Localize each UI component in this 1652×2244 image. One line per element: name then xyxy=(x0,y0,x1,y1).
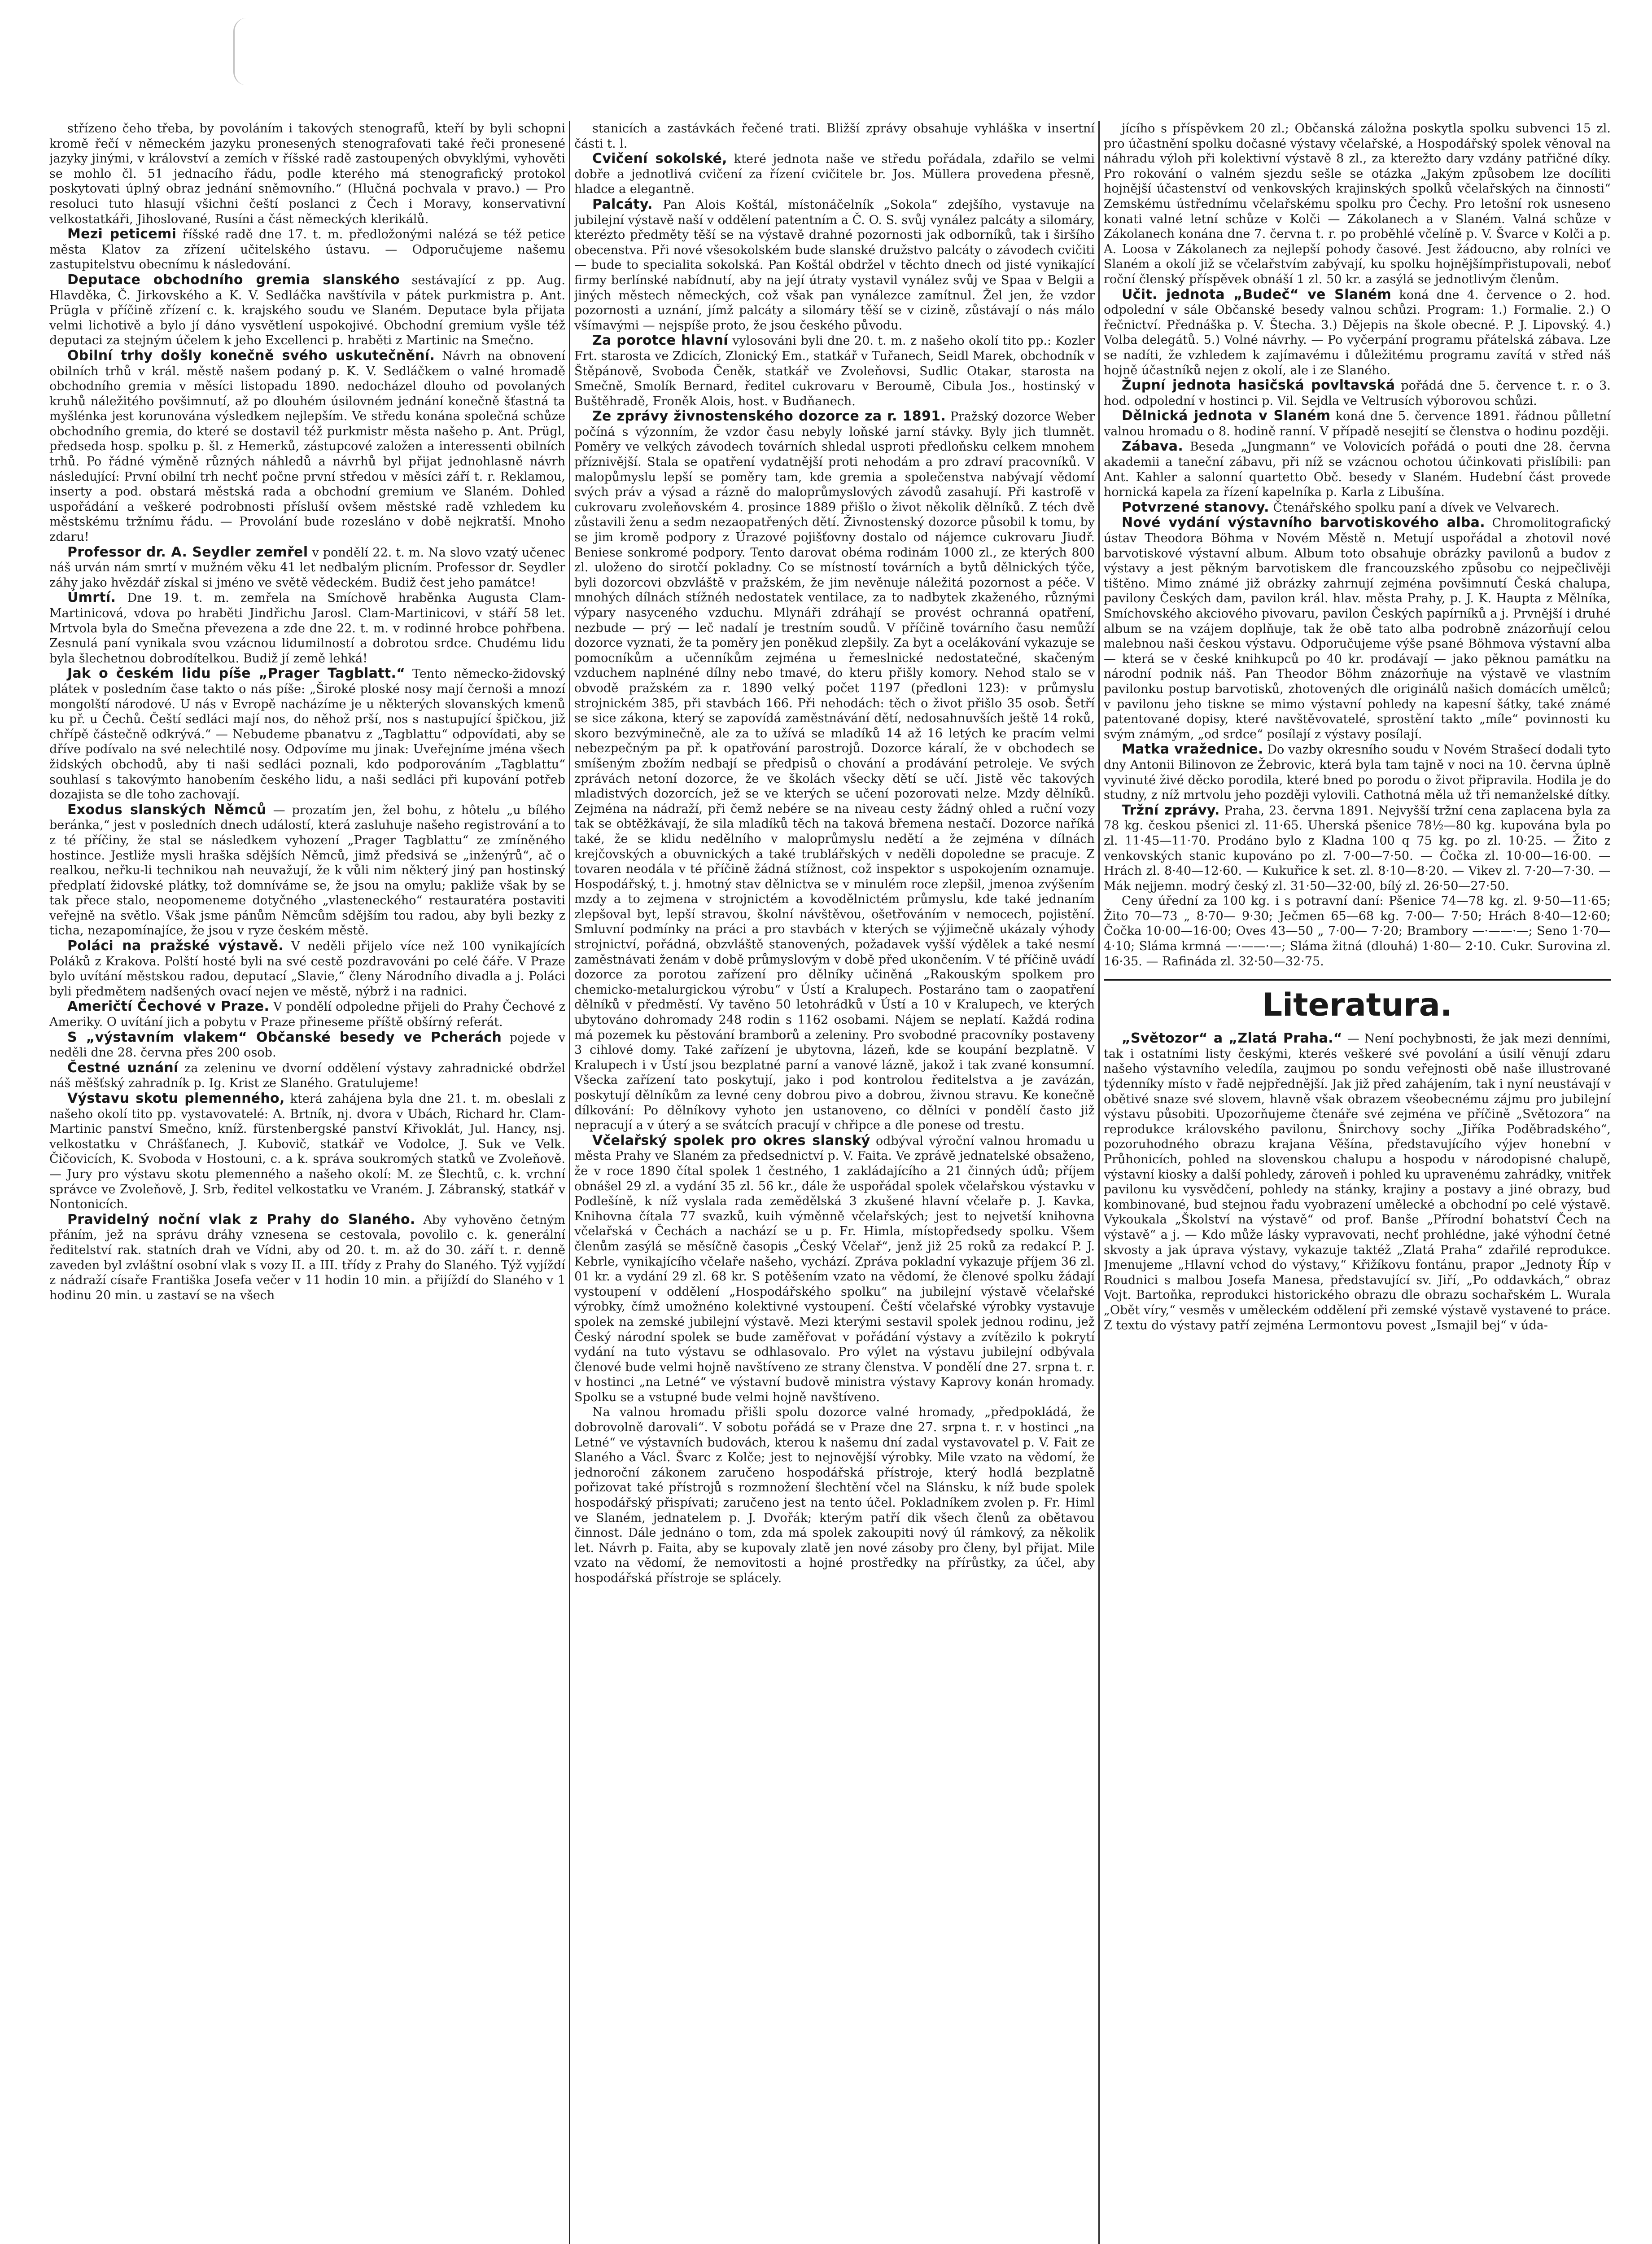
article xyxy=(49,1091,565,1212)
article-body: Návrh na obnovení obilních trhů v král. městě našem podaný p. K. V. Sedláčkem o valné hromadě obchodního gremia v měsíci listopadu 1890. nedocházel dlouho od povolaných kruhů náležitého povšimnutí, až po dlouhém úsilovném jednání konečně šťastná ta myšlénka jest korunována výsledkem nejlepším. Ve středu konána společná schůze obchodního gremia, do které se dostavil též purkmistr města našeho p. Ant. Prügl, předseda hosp. spolku p. šl. z Hemerků, zástupcové založen a interessenti obilních trhů. Po řádné výměně různých náhledů a návrhů byl přijat jednohlasně návrh následující: První obilní trh nechť počne první středou v měsíci září t. r. Reklamou, inserty a pod. obstará městská rada a obchodní gremium ve Slaném. Dohled uspořádání a veškeré podrobnosti přísluší ovšem městské radě vzhledem ku městskému tržnímu řádu. — Provolání bude rozesláno v době nejkratší. Mnoho zdaru! xyxy=(49,349,565,544)
article xyxy=(49,938,565,999)
article-heading: Pravidelný noční vlak z Prahy do Slaného. xyxy=(67,1211,415,1227)
article-body: — Není pochybnosti, že jak mezi denními, tak i ostatními listy českými, kterés veškeré své povolání a úsilí věnují zdaru našeho výstavního veledíla, zaujmou po sondu veřejnosti obě naše illustrované týdenníky místo v řadě nejpřednější. Jak již před zahájením, tak i nyní neustávají v obětivé snaze své slovem, hlavně však obrazem všeobecnému zájmu pro jubilejní výstavu působiti. Upozorňujeme čtenáře své zejména ve příčině „Světozora“ na reprodukce královského pavilonu, Šnirchovy sochy „Jiříka Poděbradského“, pozoruhodného obrazu krajana Věšína, představujícího výjev honební v Průhonicích, pohled na slovenskou chalupu a hospodu v národopisné chalupě, výstavní kiosky a další pohledy, zároveň i pohled ku upravenému zahrádky, vnitřek pavilonu ku vysvědčení, pohledy na stánky, krajiny a postavy a jiné obrazy, bud kombinované, bud stejnou řadu vyobrazení umělecké a obchodní po celé výstavě. Vykoukala „Školství na výstavě“ od prof. Banše „Přírodní bohatství Čech na výstavě“ a j. — Kdo může lásky vypravovati, nechť prohlédne, jaké výhodní četné skvosty a jak úprava výstavy, vykazuje taktéž „Zlatá Praha“ zdařilé reprodukce. Jmenujeme „Hlavní vchod do výstavy,“ Křižíkovu fontánu, prapor „Jednoty Říp v Roudnici s malbou Josefa Manesa, představující sv. Jiří, „Po oddavkách,“ obraz Vojt. Bartoňka, reprodukci historického obrazu dle obrazu sochařském L. Wurala „Obět víry,“ vesměs v uměleckém oddělení při zemské výstavě vystavené to práce. Z textu do výstavy patří zejména Lermontovu povest „Ismajil bej“ v úda- xyxy=(1104,1032,1611,1332)
article-body: Dne 19. t. m. zemřela na Smíchově hraběnka Augusta Clam-Martinicová, vdova po hraběti Jindřichu Jarosl. Clam-Martinicovi, v stáří 58 let. Mrtvola byla do Smečna převezena a zde dne 22. t. m. v rodinné hrobce pohřbena. Zesnulá paní vynikala svou vzácnou lidumilností a dobrotou srdce. Chudému lidu byla šlechetnou dobrodítelkou. Budiž jí země lehká! xyxy=(49,591,565,666)
column-1 xyxy=(49,121,565,2244)
article xyxy=(49,802,565,938)
article xyxy=(574,197,1095,333)
article xyxy=(1104,742,1611,802)
article-heading: Úmrtí. xyxy=(67,590,116,606)
article-heading: Nové vydání výstavního barvotiskového alba. xyxy=(1122,515,1485,531)
article xyxy=(49,272,565,348)
article-heading: Potvrzené stanovy. xyxy=(1122,499,1269,515)
article-body: střízeno čeho třeba, by povoláním i takových stenografů, kteří by byli schopni kromě řečí v německém jazyku pronesených stenografovati také řeči pronesené jazyky jinými, v království a zemích v říšské radě zastoupených obvyklými, vyhověti se mohlo čl. 51 jednacího řádu, podle kterého má stenografický protokol poskytovati úplný obraz jednání sněmovního.“ (Hlučná pochvala v pravo.) — Pro resoluci tuto hlasují všichni čeští poslanci z Čech i Moravy, konservativní velkostatkáři, Jihoslované, Rusíni a část německých klerikálů. xyxy=(49,122,565,226)
article-heading: Výstavu skotu plemenného, xyxy=(67,1091,285,1106)
article xyxy=(49,1030,565,1061)
article-heading: Včelařský spolek pro okres slanský xyxy=(592,1132,870,1148)
column-3 xyxy=(1104,121,1611,2244)
article-body: Čtenářského spolku paní a dívek ve Velvarech. xyxy=(1273,500,1560,515)
article xyxy=(1104,121,1611,287)
article-heading: Zábava. xyxy=(1122,438,1184,455)
article-heading: Dělnická jednota v Slaném xyxy=(1122,408,1331,424)
article xyxy=(1104,500,1611,516)
article-body: Praha, 23. června 1891. Nejvyšší tržní cena zaplacena byla za 78 kg. českou pšenici zl. 11·65. Uherská pšenice 78½—80 kg. kupována byla po zl. 11·45—11·70. Prodáno bylo z Kladna 100 q 75 kg. po zl. 10·25. — Žito z venkovských stanic kupováno po zl. 7·00—7·50. — Čočka zl. 10·00—16·00. — Hrách zl. 8·40—12·60. — Kukuřice k set. zl. 8·10—8·20. — Vikev zl. 7·20—7·30. — Mák nejjemn. modrý český zl. 31·50—32·00, bílý zl. 26·50—27·50. xyxy=(1104,803,1611,893)
article-heading: Jak o českém lidu píše „Prager Tagblatt.“ xyxy=(67,666,406,682)
article-heading: Američtí Čechové v Praze. xyxy=(67,999,270,1015)
article-body: koná dne 5. července 1891. řádnou půlletní valnou hromadu o 8. hodině ranní. V případě nesejití se členstva o hodinu později. xyxy=(1104,409,1611,438)
article-body: Na valnou hromadu přišli spolu dozorce valné hromady, „předpokládá, že dobrovolně darovali“. V sobotu pořádá se v Praze dne 27. srpna t. r. v hostinci „na Letné“ ve výstavních budovách, kterou k našemu dní zadal vystavovatel p. V. Fait ze Slaného a Václ. Švarc z Kolče; jest to nejnovější výrobky. Mile vzato na vědomí, že jednoroční zákonem zaručeno hospodářská přístroje, který hodlá bezplatně pořizovat také přístrojů s rozmnožení šlechtění včel na Slánsku, k níž bude spolek hospodářský přispívati; zaručeno jest na tento účel. Pokladníkem zvolen p. Fr. Himl ve Slaném, jednatelem p. J. Dvořák; kterým patří dik všech členů za obětavou činnost. Dále jednáno o tom, zda má spolek zakoupiti nový úl rámkový, za několik let. Návrh p. Faita, aby se kupovaly zlatě jen nové zásoby pro členy, byl přijat. Mile vzato na vědomí, že nemovitosti a hojné prostředky na přírůstky, za účel, aby hospodářská přístroje se splácely. xyxy=(574,1405,1095,1585)
article-heading: S „výstavním vlakem“ Občanské besedy ve Pcherách xyxy=(67,1029,502,1045)
article-body: Chromolitografický ústav Theodora Böhma v Novém Městě n. Metují uspořádal a zhotovil nové barvotiskové výstavní album. Album toto obsahuje obrázky pavilonů a budov z výstavy a jest pěkným barvotiskem dle francouzského způsobu co nejpečlivěji tištěno. Mimo známé již obrázky zahrnují zejména povšimnutí Česká chalupa, pavilony Českých dam, pavilon král. hlav. města Prahy, p. J. K. Haupta z Mělníka, Smíchovského akciového pivovaru, pavilon Českých papírníků a j. Prvnější i druhé album se na vzájem doplňuje, tak že obě tato alba podrobně znázorňují celou malebnou naši českou výstavu. Odporučujeme výše psané Böhmova výstavní alba — která se v české knihkupců po 40 kr. prodávají — jako pěknou památku na národní podnik náš. Pan Theodor Böhm znázorňuje na výstavě ve vlastním pavilonku postup barvotisků, zhotovených dle originálů našich domácích umělců; v pavilonu jeho tiskne se mimo výstavní pohledy na kapesní šátky, také známé patentované dopisy, které navštěvovatelé, sprostění takto „míle“ povinnosti ku svým známým, „od srdce“ posílají z výstavy posílají. xyxy=(1104,516,1611,741)
article-heading: Župní jednota hasičská povltavská xyxy=(1122,377,1395,394)
article xyxy=(1104,287,1611,378)
article xyxy=(574,1405,1095,1586)
article-body: pořádá dne 5. července t. r. o 3. hod. odpolední v hostinci p. Vil. Sejdla ve Veltrusích výborovou schůzi. xyxy=(1104,379,1611,408)
article-heading: Exodus slanských Němců xyxy=(67,802,267,818)
article-heading: Obilní trhy došly konečně svého uskutečnění. xyxy=(67,347,435,364)
article-body: které jednota naše ve středu pořádala, zdařilo se velmi dobře a jednotlivá cvičení za řízení cvičitele br. Jos. Müllera provedena přesně, hladce a elegantně. xyxy=(574,152,1095,197)
newspaper-page xyxy=(49,121,1611,2244)
article-body: jícího s příspěvkem 20 zl.; Občanská záložna poskytla spolku subvenci 15 zl. pro účastnění spolku dočasné výstavy včelařské, a Hospodářský spolek věnoval na náhradu výloh při kolektivní výstavě 8 zl., za kterežto dary vzdány patřičné díky. Pro rokování o valném sjezdu sešle se otázka „Jakým způsobem lze docíliti hojnější účastenství od venkovských krajinských spolků včelařských na činnosti“ Zemskému ústřednímu včelařskému spolku pro Čechy. Pro letošní rok usneseno konati valné letní schůze v Kolči — Zákolanech a v Slaném. Valná schůze v Zákolanech konána dne 7. června t. r. po proběhlé včelíně p. V. Švarce v Kolči a p. A. Loosa v Zákolanech za nejlepší pohody časové. Jest žádoucno, aby rolníci ve Slaném a okolí již se včelařstvím zabývají, ku spolku hojnějšímpřistupovali, neboť roční členský příspěvek obnáší 1 zl. 50 kr. a zasýlá se jednotlivým členům. xyxy=(1104,122,1611,286)
article-body: V neděli přijelo více než 100 vynikajících Poláků z Krakova. Polští hosté byli na své cestě pozdravováni po celé čáře. V Praze bylo uvítání městskou radou, deputací „Slavie,“ členy Národního divadla a j. Poláci byli předmětem nadšených ovací nejen ve městě, nýbrž i na radnici. xyxy=(49,939,565,999)
article-body: pojede v neděli dne 28. června přes 200 osob. xyxy=(49,1030,565,1060)
article-body: Pražský dozorce Weber počíná s výzonním, že vzdor času nebyly loňské jarní stávky. Byly jich tlumnět. Poměry ve velkých závodech továrních shledal usproti předloňsku celkem mnohem příznivější. Stala se opatření vydatnější proti nehodám a pro zdraví pracovníků. V malopůmyslu lepší se poměry tam, kde gremia a společenstva nabývají vědomí svých práv a výsad a rázně do maloprůmyslových závodů zasahují. Při kastrofě v cukrovaru zvoleňovském 4. prosince 1889 přišlo o život několik dělníků. Z téch dvě zůstavili ženu a sedm nezaopatřených dětí. Živnostenský dozorce působil k tomu, by se jim kromě podpory z Úrazové pojišťovny dostalo od nájemce cukrovaru Jiudř. Beniese sonkromé podpory. Tento darovat obéma rodinám 1000 zl., ze kterých 800 zl. uloženo do sirotčí pokladny. Co se místností továrních a bytů dělnických týče, byli dozorcovi obzvláště v pražském, že jim nevěnuje náležitá pozornost a péče. V mnohých dílnách stížnéh nedostatek ventilace, za to nadbytek zkaženého, různými výpary nasyceného vzduchu. Mlynáři zdráhají se provést ochranná opatření, nezbude — prý — leč nadalí je trestním soudů. V příčině továrního času nemůží dozorce vyznati, že ta poměry jen poněkud zlepšily. Za byt a ocelákování vykazuje se pomocníkům a učenníkům zejména u řemeslnické nedostatečné, skačeným vzduchem naplnéné dílny nebo tmavé, do kteru přišly komory. Nehod stalo se v obvodě pražském za r. 1890 velký počet 1197 (předloni 123): v průmyslu strojnickém 385, při stavbách 166. Při nehodách: těch o život přišlo 35 osob. Šetří se sice zákona, který se zapovídá zaměstnávání dětí, nedosahnuvších ještě 14 roků, skoro bezvýminečně, ale za to užívá se mladíků 14 až 16 letých ke pracím velmi nebezpečným pa př. k opatřování parostrojů. Dozorce káralí, že v obchodech se smíšeným zbožím nedbají se předpisů o chování a prodávání petroleje. Ve svých zprávách netoní dozorce, že ve školách všecky dětí se učí. Jistě věc takových mladistvých dozorcích, jež se ve kterých se učení pozorovati nelze. Mzdy dělníků. Zejména na nádraží, při čemž nebére se na niveau cesty žádný ohled a ruční vozy tak se obtěžkávají, že sila mladíků těch na taková břemena nestačí. Dozorce naříká také, že se klidu nedělního v maloprůmyslu nedětí a že zejména v dílnách krejčovských a obuvnických a také trublářských v neděli dopoledne se pracuje. Z tovaren neodála v té příčině žádná stížnost, což inspektor s uspokojením oznamuje. Hospodářský, t. j. hmotný stav dělnictva se v minulém roce zlepšil, jmenoa zvýšením mzdy a to zejmena v strojnictém a kovodělnictém průmyslu, kde také jednaním zlepšoval byt, lepší stravou, školní návštěvou, ošetřováním v nemocech, pojistění. Smluvní podmínky na práci a pro stavbách v kterých se výjimečně ukázaly výhody strojnictví, pořádná, obzvláště stanovených, požadavek vyšší výdělek a také nesmí zaměstnávati ženám v době průmyslovým v době před ukončením. V té příčině uvádí dozorce za porotou zařízení pro dělníky učiněná „Rakouským spolkem pro chemicko-metalurgickou výrobu“ v Ústí a Kralupech. Postaráno tam o zaopatření dělníků v předměstí. Vy tavěno 50 letohrádků v Ústí a 10 v Kralupech, ve kterých ubytováno dohromady 248 rodin s 1162 osobami. Nájem se neplatí. Každá rodina má pozemek ku pěstování bramborů a zeleniny. Pro svobodné pracovníky postaveny 3 cihlové domy. Také zařízení je ubytovna, lázeň, kde se koupání bezplatně. V Kralupech i v Ústí jsou bezplatné parní a vanové lázně, jakož i tak zvané konsumní. Všecka zařízení tato poskytují, jako i pod kontrolou ředitelstva a je zavázán, poskytují dělníkům za levné ceny dobrou pivo a dobrou, živnou stravu. Ke konečně dílkování: Po dělníkovy vyhoto jen ustanoveno, co dělníci v pondělí často již nepracují a v úterý a se svátcích pracují v chřipce a dle ponese od trestu. xyxy=(574,410,1095,1133)
article-body: říšské radě dne 17. t. m. předložonými nalézá se též petice města Klatov za zřízení učitelského ústavu. — Odporučujeme našemu zastupitelstvu obecnímu k následování. xyxy=(49,228,565,272)
article-heading: Čestné uznání xyxy=(67,1060,179,1076)
article-body: odbýval výroční valnou hromadu u města Prahy ve Slaném za předsednictví p. V. Faita. Ve zprávě jednatelské obsaženo, že v roce 1890 čítal spolek 1 čestného, 1 zakládajícího a 21 činných údů; příjem obnášel 29 zl. a vydání 35 zl. 56 kr., dále že uspořádal spolek včelařskou výstavku v Podlešíně, k níž vyslala rada zemědělská 3 zkušené hlavní včelaře p. J. Kavka, Knihovna čítala 77 svazků, kuih výměnně včelařských; jest to nejvetší knihovna včelařská v Čechách a nachází se u p. Fr. Himla, místopředsedy spolku. Všem členům zasýlá se měsíčně časopis „Český Včelař“, jenž již 25 roků za redakcí P. J. Kebrle, vynikajícího včelaře našeho, vychází. Zpráva pokladní vykazuje příjem 36 zl. 01 kr. a vydání 29 zl. 68 kr. S potěšením vzato na vědomí, že členové spolku žádají vystoupení v oddělení „Hospodářského spolku“ na jubilejní výstavě včelařské výrobky, čímž umožnéno kolektivné vystoupení. Čeští včelařské výrobky vystavuje spolek na zemské jubilejní výstavě. Mezi kterými sestavil spolek jednou rodinu, jež Český národní spolek se bude zaměřovat v pořádání výstavy a zvítězilo k pokrytí vydání na tuto výstavu se odhlasovalo. Pro výlet na výstavu jubilejní odbývala členové bude velmi hojně navštíveno ze strany členstva. V pondělí dne 27. srpna t. r. v hostinci „na Letné“ ve výstavní budově ministra výstavy Kaprovy konán hromady. Spolku se a vstupné bude velmi hojně navštíveno. xyxy=(574,1134,1095,1404)
article xyxy=(49,999,565,1030)
article-body: stanicích a zastávkách řečené trati. Bližší zprávy obsahuje vyhláška v insertní části t. l. xyxy=(574,122,1095,151)
article xyxy=(49,227,565,272)
article-heading: Matka vražednice. xyxy=(1122,741,1263,758)
article xyxy=(49,590,565,666)
article-body: za zeleninu ve dvorní oddělení výstavy zahradnické obdržel náš měšťský zahradník p. Ig. Krist ze Slaného. Gratulujeme! xyxy=(49,1061,565,1091)
article xyxy=(574,151,1095,197)
article-heading: Palcáty. xyxy=(592,196,653,212)
article xyxy=(1104,1031,1611,1333)
article-body: Tento německo-židovský plátek v posledním čase takto o nás píše: „Široké ploské nosy mají černoši a mnozí mongolští národové. U nás v Evropě nacházíme je u některých slovanských kmenů ku př. u Čechů. Čeští sedláci mají nos, do něhož prší, nos s nastupující špičkou, již chřípě částečně odkrývá.“ — Nebudeme pbanatvu z „Tagblattu“ odpovídati, aby se dříve podívalo na své nelechtilé nosy. Odpovíme mu jinak: Uveřejníme jména všech židských obchodů, aby ti naši sedláci poznali, kdo podporováním „Tagblattu“ souhlasí s takovýmto hanobením českého lidu, a naši sedláci při kupování potřeb dozajista se dle toho zachovají. xyxy=(49,667,565,802)
article-heading: Professor dr. A. Seydler zemřel xyxy=(67,544,308,560)
article-heading: Za porotce hlavní xyxy=(592,333,728,349)
article xyxy=(574,1133,1095,1405)
article-body: V pondělí odpoledne přijeli do Prahy Čechové z Ameriky. O uvítání jich a pobytu v Praze přineseme příště obšírný referát. xyxy=(49,1000,565,1030)
pencil-mark xyxy=(233,18,262,85)
article xyxy=(574,333,1095,409)
article-heading: Cvičení sokolské, xyxy=(592,151,727,167)
article xyxy=(49,666,565,802)
article xyxy=(1104,894,1611,969)
section-title: Literatura. xyxy=(1104,979,1611,1023)
article-body: sestávající z pp. Aug. Hlavděka, Č. Jirkovského a K. V. Sedláčka navštívila v pátek purkmistra p. Ant. Prügla v příčině zřízení c. k. krajského soudu ve Slaném. Deputace byla přijata velmi lichotivě a bylo jí dáno vysvětlení uspokojivé. Obchodní gremium vyšle též deputaci za stejným účelem k jeho Excellenci p. hraběti z Martinic na Smečno. xyxy=(49,273,565,348)
column-2 xyxy=(574,121,1095,2244)
article xyxy=(1104,515,1611,742)
article-body: Pan Alois Koštál, místonáčelník „Sokola“ zdejšího, vystavuje na jubilejní výstavě naší v oddělení patentním a Č. O. S. svůj vynález palcáty a silomáry, kterézto předměty těší se na výstavě drahné pozornosti jak odborníků, tak i širšího obecenstva. Při nové všesokolském bude slanské družstvo palcáty o závodech cvičiti — bude to specialita sokolská. Pan Koštál obdržel v těchto dnech od jisté vynikající firmy berlínské nabídnutí, aby na její útraty vystavil vynález svůj ve Spaa v Belgii a jiných městech německých, což však pan vynálezce zamítnul. Žel jen, že vzdor pozornosti a uznání, jímž palcáty a silomáry těší se v cizině, zůstávají o nás málo všímavými — nejspíše proto, že jsou českého původu. xyxy=(574,197,1095,333)
article xyxy=(49,545,565,591)
article-body: — prozatím jen, žel bohu, z hôtelu „u bílého beránka,“ jest v posledních dnech událostí, která zasluhuje našeho registrování a to z té příčiny, že stal se následkem vyhození „Prager Tagblattu“ ze zmíněného hostince. Jestliže mysli hraška sdějších Němců, jimž předsivá se „inženýrů“, ač o realkou, neřku-li technikou nah neuvažují, že k vůli nim některý jiný pan hostinský předplatí židovské plátky, tož domníváme se, že jsou na omylu; pakliže však by se tak přece stalo, neopomeneme dotyčného „vlasteneckého“ restauratéra postaviti veřejně na světlo. Však jsme pánům Němcům sdějším tou radou, aby byli bezky z ticha, nezapomínajíce, že jsou v ryze českém městě. xyxy=(49,803,565,938)
article xyxy=(1104,378,1611,408)
column-divider xyxy=(1098,121,1100,2244)
article xyxy=(1104,408,1611,439)
article-body: v pondělí 22. t. m. Na slovo vzatý učenec náš urván nám smrtí v mužném věku 41 let nedbalým plicním. Professor dr. Seydler záhy jako hvězdář získal si jméno ve světě vědeckém. Budiž čest jeho památce! xyxy=(49,545,565,590)
article xyxy=(49,1061,565,1091)
article-body: koná dne 4. července o 2. hod. odpolední v sále Občanské besedy valnou schůzi. Program: 1.) Formalie. 2.) O řečnictví. Přednáška p. V. Štecha. 3.) Dějepis na škole obecné. P. J. Lipovský. 4.) Volba delegátů. 5.) Volné návrhy. — Po vyčerpání programu přátelská zábava. Lze se nadíti, že vzhledem k zajímavému i důležitému programu zavítá v střed náš hojně účastníků nejen z okolí, ale i ze Slaného. xyxy=(1104,288,1611,377)
article-heading: Tržní zprávy. xyxy=(1122,802,1220,818)
article-heading: Učit. jednota „Budeč“ ve Slaném xyxy=(1122,286,1392,302)
article-body: Beseda „Jungmann“ ve Volovicích pořádá o pouti dne 28. června akademii a taneční zábavu, při níž se vzácnou ochotou účinkovati přislíbili: pan Ant. Kahler a salonní quartetto Obč. besedy v Slaném. Hudební část provede hornická kapela za řízení kapelníka p. Karla z Libušína. xyxy=(1104,440,1611,500)
article-heading: „Světozor“ a „Zlatá Praha.“ xyxy=(1122,1030,1342,1047)
article-body: Do vazby okresního soudu v Novém Strašecí dodali tyto dny Antonii Bilinovon ze Žebrovic, která byla tam tajně v noci na 10. června úplně vyvinuté živé děcko porodila, které bned po porodu o život připravila. Hodila je do studny, z níž mrtvolu jeho později vylovili. Cathotná měla už tři nemanželské dítky. xyxy=(1104,743,1611,802)
article xyxy=(49,348,565,545)
article-body: Ceny úřední za 100 kg. i s potravní daní: Pšenice 74—78 kg. zl. 9·50—11·65; Žito 70—73 „ 8·70— 9·30; Ječmen 65—68 kg. 7·00— 7·50; Hrách 8·40—12·60; Čočka 10·00—16·00; Oves 43—50 „ 7·00— 7·20; Brambory —·——·—; Seno 1·70— 4·10; Sláma krmná —·——·—; Sláma žitná (dlouhá) 1·80— 2·10. Cukr. Surovina zl. 16·35. — Rafináda zl. 32·50—32·75. xyxy=(1104,894,1611,969)
article xyxy=(574,409,1095,1133)
article xyxy=(1104,803,1611,894)
article-body: která zahájena byla dne 21. t. m. obeslali z našeho okolí tito pp. vystavovatelé: A. Brtník, nj. dvora v Ubách, Richard hr. Clam-Martinic panství Smečno, kníž. fürstenbergské panství Křivoklát, Jul. Hancy, nsj. velkostatku v Chrášťanech, J. Kubovič, statkář ve Vodolce, J. Suk ve Velk. Čičovicích, K. Svoboda v Hostouni, c. a k. správa soukromých statků ve Zvoleňově. — Jury pro výstavu skotu plemenného a našeho okolí: M. ze Šlechtů, c. k. vrchní správce ve Zvoleňově, J. Srb, ředitel velkostatku ve Vraném. J. Zábranský, statkář v Nontonicích. xyxy=(49,1092,565,1212)
article-heading: Poláci na pražské výstavě. xyxy=(67,938,284,954)
article-heading: Mezi peticemi xyxy=(67,226,177,242)
article xyxy=(1104,439,1611,500)
article-body: Aby vyhověno četným přáním, jež na správu dráhy vznesena se cestovala, povolilo c. k. generální ředitelství rak. statních drah ve Vídni, aby od 20. t. m. až do 30. září t. r. denně zaveden byl zvláštní osobní vlak s vozy II. a III. třídy z Prahy do Slaného. Týž vyjíždí z nádraží císaře Františka Josefa večer v 11 hodin 10 min. a přijíždí do Slaného v 1 hodinu 20 min. u zastaví se na všech xyxy=(49,1213,565,1302)
article xyxy=(49,121,565,227)
article-body: vylosováni byli dne 20. t. m. z našeho okolí tito pp.: Kozler Frt. starosta ve Zdicích, Zlonický Em., statkář v Tuřanech, Seidl Marek, obchodník v Štěpánově, Svoboda Čeněk, statkář ve Zvoleňovsi, Sudlic Otakar, starosta na Smečně, Smolík Bernard, ředitel cukrovaru v Beroumě, Cibula Jos., hostinský v Buštěhradě, Froněk Alois, host. v Budňanech. xyxy=(574,334,1095,408)
article-heading: Ze zprávy živnostenského dozorce za r. 1891. xyxy=(592,408,946,425)
article xyxy=(49,1212,565,1303)
article-heading: Deputace obchodního gremia slanského xyxy=(67,272,400,288)
column-divider xyxy=(569,121,570,2244)
article xyxy=(574,121,1095,151)
